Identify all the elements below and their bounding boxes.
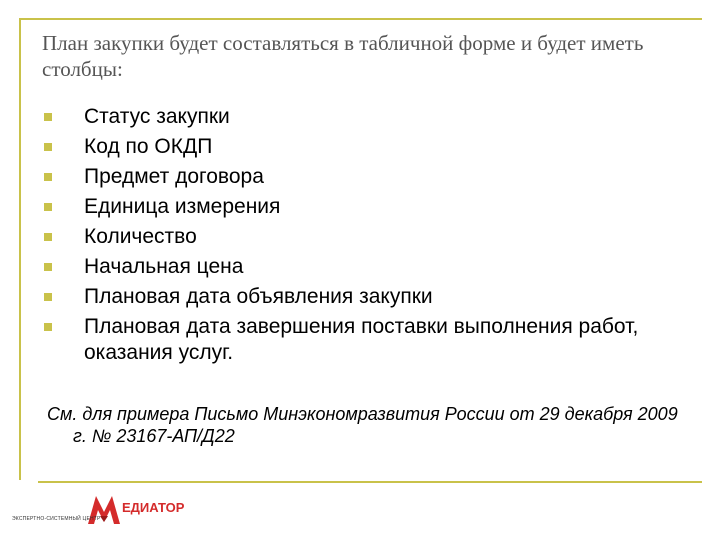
square-bullet-icon [44,323,52,331]
mediator-logo [10,488,185,532]
bullet-text: Единица измерения [84,195,281,218]
logo-caption: ЭКСПЕРТНО-СИСТЕМНЫЙ ЦЕНТР [12,516,101,522]
reference-note: См. для примера Письмо Минэкономразвития России от 29 декабря 2009 г. № 23167-АП/Д22 [47,404,678,446]
frame-top-line [19,18,702,20]
square-bullet-icon [44,233,52,241]
frame-bottom-line [38,481,702,483]
bullet-item [42,162,692,192]
bullet-item [42,192,692,222]
slide-title: План закупки будет составляться в табличной форме и будет иметь столбцы: [42,31,644,81]
bullet-list [42,102,692,368]
bullet-item [42,312,692,368]
square-bullet-icon [44,173,52,181]
bullet-text: Плановая дата завершения поставки выполнения работ, оказания услуг. [84,315,639,364]
square-bullet-icon [44,143,52,151]
frame-left-line [19,18,21,480]
square-bullet-icon [44,263,52,271]
bullet-item [42,102,692,132]
bullet-item [42,222,692,252]
bullet-text: Статус закупки [84,105,230,128]
bullet-item [42,252,692,282]
square-bullet-icon [44,203,52,211]
bullet-text: Предмет договора [84,165,264,188]
bullet-text: Код по ОКДП [84,135,213,158]
bullet-item [42,282,692,312]
bullet-item [42,132,692,162]
bullet-text: Начальная цена [84,255,244,278]
logo-wordmark: ЕДИАТОР [122,500,185,515]
bullet-text: Плановая дата объявления закупки [84,285,433,308]
bullet-text: Количество [84,225,197,248]
square-bullet-icon [44,113,52,121]
square-bullet-icon [44,293,52,301]
